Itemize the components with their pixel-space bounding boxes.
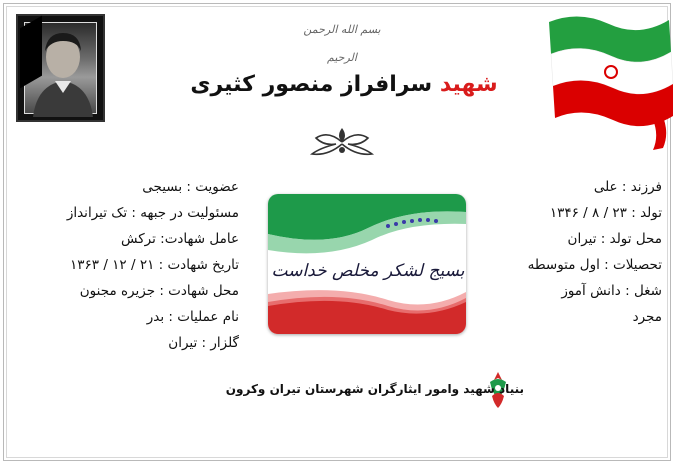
title-name: سرافراز منصور کثیری (190, 72, 433, 97)
title-prefix: شهید (439, 72, 498, 97)
info-row-marital: مجرد (632, 309, 662, 325)
info-row-father: فرزند : علی (593, 179, 662, 195)
info-row-operation: نام عملیات : بدر (146, 309, 239, 325)
info-row-cemetery: گلزار : تیران (168, 335, 239, 351)
banner-calligraphy: بسیج لشکر مخلص خداست (271, 261, 465, 281)
basmala-calligraphy: بسم الله الرحمن الرحیم (303, 23, 381, 64)
portrait-frame (16, 14, 105, 122)
info-row-birth-date: تولد : ۲۳ / ۸ / ۱۳۴۶ (549, 205, 662, 221)
info-row-occupation: شغل : دانش آموز (561, 283, 662, 299)
martyrdom-info-column (29, 174, 239, 356)
foundation-footer-text: بنیاد شهید وامور ایثارگران شهرستان تیران وکرون (225, 382, 524, 396)
basij-banner (268, 194, 466, 334)
info-row-membership: عضویت : بسیجی (142, 179, 239, 195)
info-row-front-role: مسئولیت در جبهه : تک تیرانداز (66, 205, 239, 221)
basij-banner-graphic (268, 194, 466, 334)
personal-info-column (482, 174, 662, 330)
iran-flag-icon (549, 12, 674, 152)
martyr-card (3, 3, 671, 461)
info-row-martyrdom-date: تاریخ شهادت : ۲۱ / ۱۲ / ۱۳۶۳ (70, 257, 239, 273)
mourning-ribbon (20, 16, 42, 89)
page-title (154, 72, 534, 97)
ornament-divider-icon (302, 122, 382, 162)
info-row-cause: عامل شهادت: ترکش (121, 231, 239, 247)
info-row-martyrdom-place: محل شهادت : جزیره مجنون (79, 283, 239, 299)
info-row-birth-place: محل تولد : تیران (567, 231, 662, 247)
info-row-education: تحصیلات : اول متوسطه (527, 257, 662, 273)
